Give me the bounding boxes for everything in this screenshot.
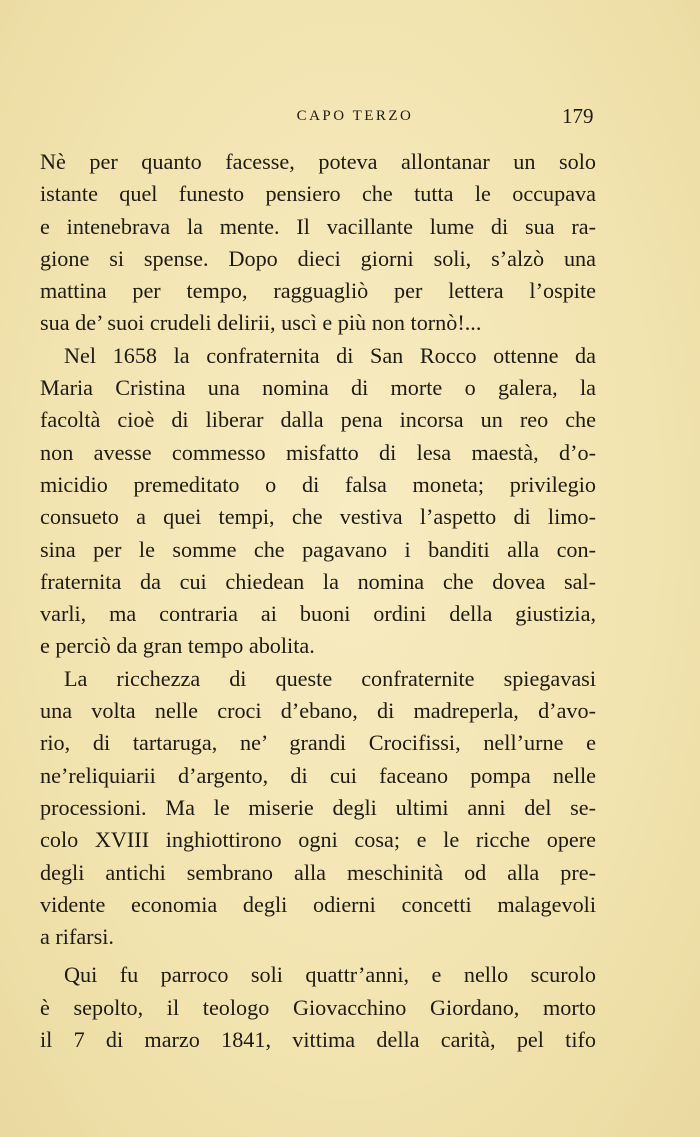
text-line: e perciò da gran tempo abolita. <box>40 633 315 659</box>
text-line: Maria Cristina una nomina di morte o galera, la <box>40 375 596 401</box>
text-line: istante quel funesto pensiero che tutta le occupava <box>40 181 596 207</box>
text-line: a rifarsi. <box>40 924 114 950</box>
text-line: è sepolto, il teologo Giovacchino Giordano, morto <box>40 994 596 1020</box>
text-line: varli, ma contraria ai buoni ordini della giustizia, <box>40 601 596 627</box>
page-number: 179 <box>562 104 594 128</box>
body-text <box>40 146 596 1056</box>
running-head <box>40 104 600 130</box>
text-line: ne’reliquiarii d’argento, di cui faceano pompa nelle <box>40 762 596 788</box>
text-line: Qui fu parroco soli quattr’anni, e nello scurolo <box>64 962 596 988</box>
text-line: rio, di tartaruga, ne’ grandi Crocifissi, nell’urne e <box>40 730 596 756</box>
text-line: consueto a quei tempi, che vestiva l’aspetto di limo- <box>40 504 596 530</box>
text-line: colo XVIII inghiottirono ogni cosa; e le ricche opere <box>40 827 596 853</box>
text-line: non avesse commesso misfatto di lesa maestà, d’o- <box>40 439 596 465</box>
text-line: fraternita da cui chiedean la nomina che dovea sal- <box>40 568 596 594</box>
text-line: Nel 1658 la confraternita di San Rocco ottenne da <box>64 342 596 368</box>
text-line: gione si spense. Dopo dieci giorni soli, s’alzò una <box>40 245 596 271</box>
text-line: processioni. Ma le miserie degli ultimi anni del se- <box>40 794 596 820</box>
text-line: La ricchezza di queste confraternite spiegavasi <box>64 665 596 691</box>
text-line: facoltà cioè di liberar dalla pena incorsa un reo che <box>40 407 596 433</box>
text-line: una volta nelle croci d’ebano, di madreperla, d’avo- <box>40 698 596 724</box>
text-line: sua de’ suoi crudeli delirii, uscì e più non tornò!... <box>40 310 482 336</box>
text-line: sina per le somme che pagavano i banditi alla con- <box>40 536 596 562</box>
text-line: mattina per tempo, ragguagliò per lettera l’ospite <box>40 278 596 304</box>
text-line: Nè per quanto facesse, poteva allontanar un solo <box>40 149 596 174</box>
text-line: degli antichi sembrano alla meschinità od alla pre- <box>40 859 596 885</box>
running-title: CAPO TERZO <box>296 108 414 124</box>
text-line: vidente economia degli odierni concetti malagevoli <box>40 891 596 917</box>
text-line: il 7 di marzo 1841, vittima della carità, pel tifo <box>40 1027 596 1053</box>
text-line: e intenebrava la mente. Il vacillante lume di sua ra- <box>40 213 596 239</box>
text-line: micidio premeditato o di falsa moneta; privilegio <box>40 471 596 497</box>
